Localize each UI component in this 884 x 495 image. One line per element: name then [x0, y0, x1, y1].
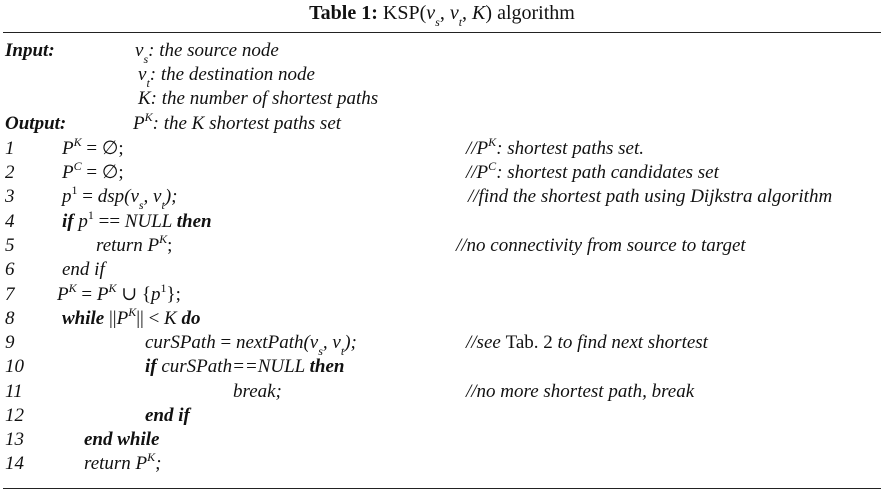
input-desc-source: the source node [159, 40, 279, 61]
line-code: $P^K$ = ∅; [62, 134, 124, 159]
line-number: 14 [5, 453, 24, 474]
input-desc-k: the number of shortest paths [161, 88, 379, 109]
line-1 [0, 134, 884, 161]
output-label: Output [5, 113, 60, 134]
line-2 [0, 158, 884, 185]
line-number: 3 [5, 186, 15, 207]
line-10 [0, 355, 884, 379]
line-9 [0, 331, 884, 358]
line-code: $P^C$ = ∅; [62, 158, 124, 183]
line-number: 13 [5, 429, 24, 450]
line-number: 11 [5, 381, 23, 402]
line-code: while $||P^K|| < K$ do [62, 304, 201, 329]
line-code: curSPath = $nextPath(v_s$, $v_t$); [145, 332, 357, 358]
line-number: 5 [5, 235, 15, 256]
line-code: if $p^1$ == NULL then [62, 207, 212, 232]
line-code: if curSPath==NULL then [145, 356, 345, 377]
line-comment: //see Tab. 2 to find next shortest [466, 332, 708, 353]
line-6 [0, 258, 884, 282]
input-label: Input [5, 40, 49, 61]
line-code: $p^1 = dsp(v_s$, $v_t$); [62, 182, 178, 212]
line-number: 6 [5, 259, 15, 280]
table-caption: Table 1: $KSP(v_s$, $v_t$, K) algorithm [309, 2, 575, 29]
line-number: 10 [5, 356, 24, 377]
input-row-1: Input: $v_s$: the source node [5, 40, 279, 66]
line-code: $P^K = P^K$ ∪ $\{p^1\}$; [57, 280, 181, 305]
output-desc: the K shortest paths set [163, 113, 342, 134]
line-number: 8 [5, 308, 15, 329]
line-code: end if [62, 259, 105, 280]
line-5 [0, 231, 884, 258]
line-3 [0, 182, 884, 212]
top-rule [3, 32, 881, 33]
input-row-2: $v_t$: the destination node [138, 64, 315, 90]
line-comment: //no more shortest path, break [466, 381, 695, 402]
line-comment: $//P^C$: shortest path candidates set [466, 158, 719, 183]
line-code: end if [145, 405, 190, 426]
input-desc-destination: the destination node [160, 64, 315, 85]
line-number: 1 [5, 138, 15, 159]
bottom-rule [3, 488, 881, 489]
line-code: end while [84, 429, 160, 450]
caption-title: KSP( [382, 2, 427, 24]
line-number: 4 [5, 211, 15, 232]
line-number: 2 [5, 162, 15, 183]
line-14 [0, 449, 884, 476]
line-11 [0, 380, 884, 404]
line-number: 12 [5, 405, 24, 426]
line-number: 9 [5, 332, 15, 353]
line-8 [0, 304, 884, 331]
input-row-3: K: the number of shortest paths [138, 88, 379, 109]
line-code: return $P^K$; [84, 449, 162, 474]
line-number: 7 [5, 284, 15, 305]
caption-label: Table 1: [309, 2, 378, 24]
line-code: return $P^K$; [96, 231, 173, 256]
output-row: Output: $P^K$: the K shortest paths set [5, 109, 342, 134]
line-4 [0, 207, 884, 234]
line-code: break; [233, 381, 282, 402]
caption-tail: algorithm [497, 2, 575, 24]
line-7 [0, 280, 884, 307]
line-12 [0, 404, 884, 428]
line-comment: //find the shortest path using Dijkstra algorithm [468, 186, 833, 207]
line-comment: //no connectivity from source to target [456, 235, 746, 256]
line-comment: $//P^K$: shortest paths set. [466, 134, 644, 159]
line-13 [0, 428, 884, 452]
